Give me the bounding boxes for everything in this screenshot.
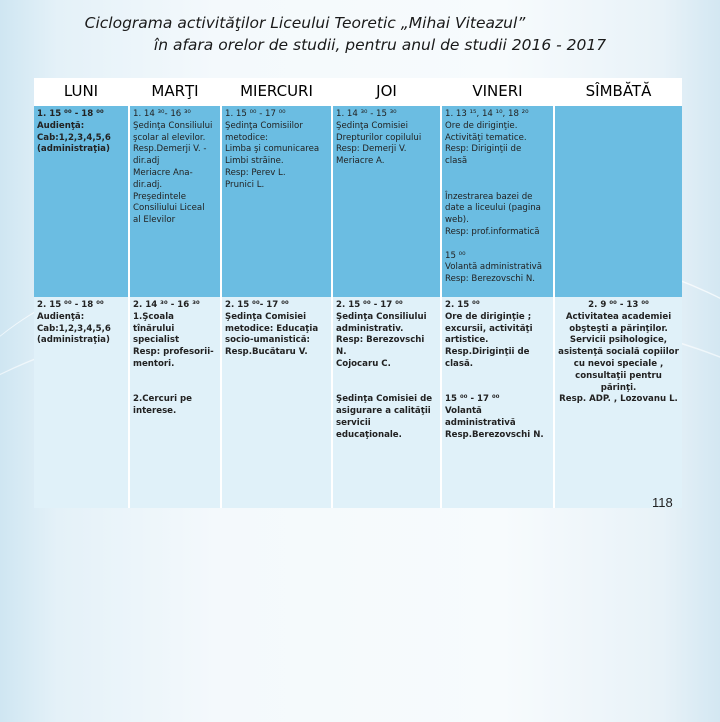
cell-marti-1: 1. 14 ³⁰- 16 ³⁰ Şedinţa Consiliului şcolar al elevilor. Resp.Demerji V. - dir.adj Meriacre Ana- dir.adj. Preşedintele Consiliului Liceal al Elevilor [129,105,221,297]
header-sambata: SÎMBĂTĂ [554,78,682,105]
cell-miercuri-1: 1. 15 ⁰⁰ - 17 ⁰⁰ Şedinţa Comisiilor metodice: Limba şi comunicarea Limbi străine. Resp: Perev L. Prunici L. [221,105,332,297]
header-miercuri: MIERCURI [221,78,332,105]
title-line-1: Ciclograma activităţilor Liceului Teoretic „Mihai Viteazul” [84,14,526,32]
page-title [0,12,720,56]
cell-vineri-2: 2. 15 ⁰⁰ Ore de diriginţie ; excursii, activităţi artistice. Resp.Diriginţii de clasă. 15 ⁰⁰ - 17 ⁰⁰ Volantă administrativă Resp.Berezovschi N. [441,297,554,508]
header-row [34,78,682,105]
cell-joi-2: 2. 15 ⁰⁰ - 17 ⁰⁰ Şedinţa Consiliului administrativ. Resp: Berezovschi N. Cojocaru C. Şedinţa Comisiei de asigurare a calităţii servicii educaţionale. [332,297,441,508]
header-joi: JOI [332,78,441,105]
cell-luni-1: 1. 15 ⁰⁰ - 18 ⁰⁰ Audienţă: Cab:1,2,3,4,5,6 (administraţia) [34,105,129,297]
header-luni: LUNI [34,78,129,105]
cell-vineri-1: 1. 13 ¹⁵, 14 ¹⁰, 18 ²⁰ Ore de diriginţie. Activităţi tematice. Resp: Diriginţii de clasă Înzestrarea bazei de date a liceului (pagina web). Resp: prof.informatică 15 ⁰⁰ Volantă administrativă Resp: Berezovschi N. [441,105,554,297]
cell-luni-2: 2. 15 ⁰⁰ - 18 ⁰⁰ Audienţă: Cab:1,2,3,4,5,6 (administraţia) [34,297,129,508]
header-vineri: VINERI [441,78,554,105]
cell-marti-2: 2. 14 ³⁰ - 16 ³⁰ 1.Şcoala tînărului specialist Resp: profesorii- mentori. 2.Cercuri pe interese. [129,297,221,508]
title-line-2: în afara orelor de studii, pentru anul de studii 2016 - 2017 [153,36,607,54]
table-row [34,105,682,297]
cell-sambata-1 [554,105,682,297]
cell-miercuri-2: 2. 15 ⁰⁰- 17 ⁰⁰ Şedinţa Comisiei metodice: Educaţia socio-umanistică: Resp.Bucătaru V. [221,297,332,508]
schedule-table [34,78,682,508]
page-number: 118 [652,495,673,510]
table-row [34,297,682,508]
cell-sambata-2: 2. 9 ⁰⁰ - 13 ⁰⁰ Activitatea academiei obşteşti a părinţilor. Servicii psihologice, asistenţă socială copiilor cu nevoi speciale , consultaţii pentru părinţi. Resp. ADP. , Lozovanu L. [554,297,682,508]
header-marti: MARŢI [129,78,221,105]
cell-joi-1: 1. 14 ³⁰ - 15 ³⁰ Şedinţa Comisiei Drepturilor copilului Resp: Demerji V. Meriacre A. [332,105,441,297]
